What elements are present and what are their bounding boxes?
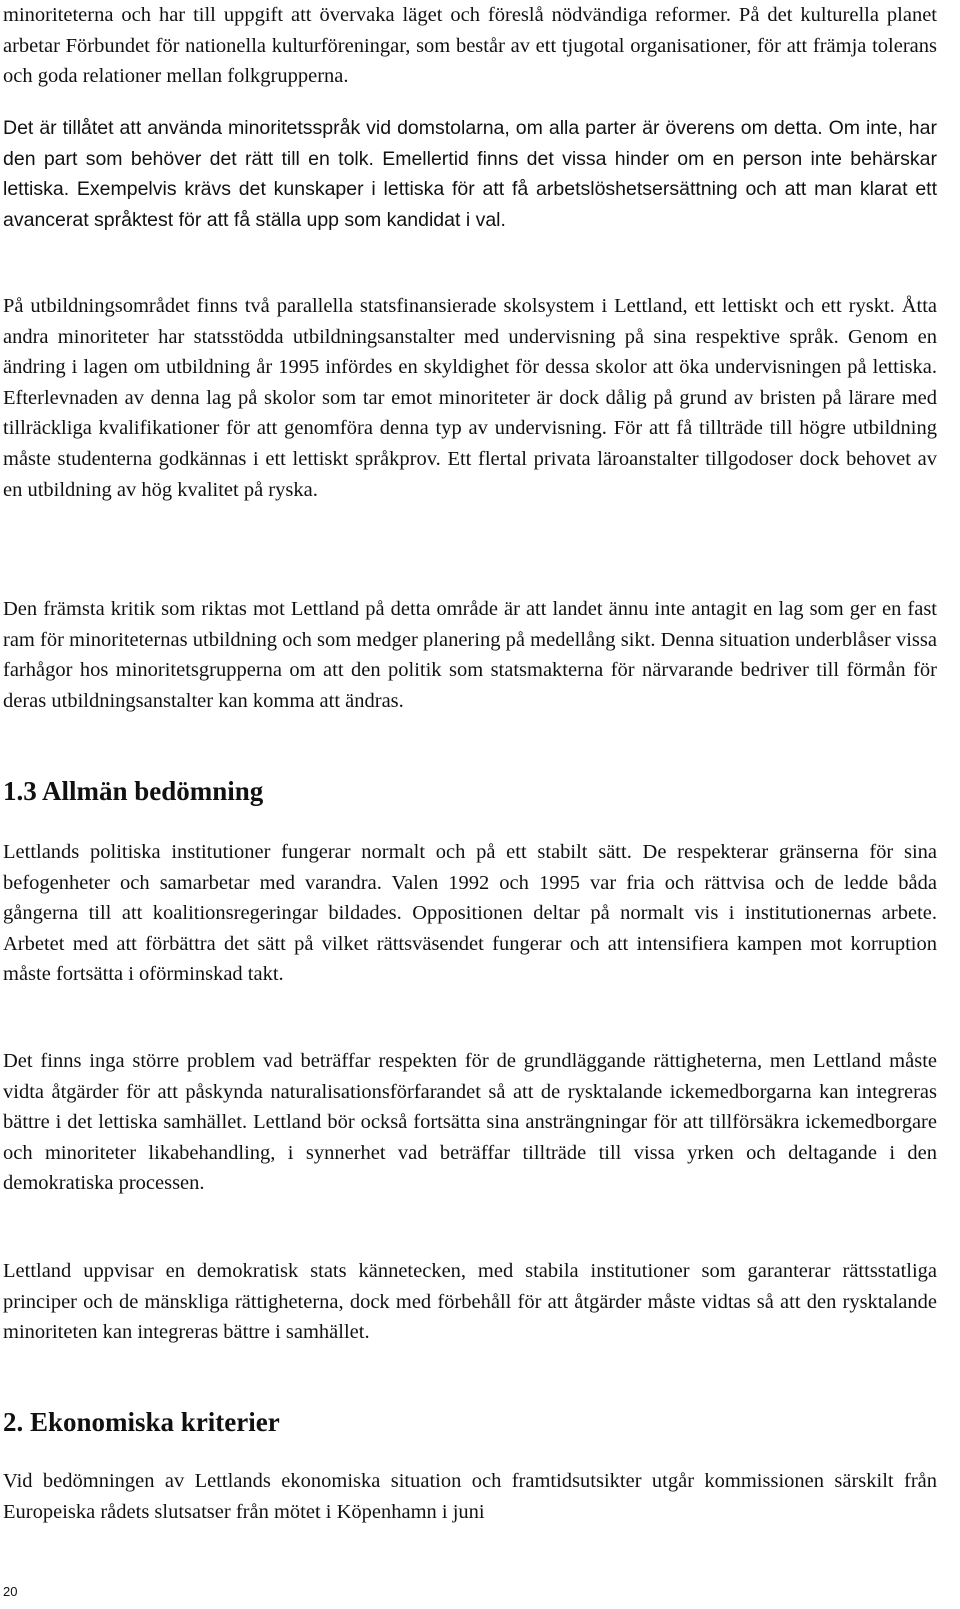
paragraph-fundamental-rights: Det finns inga större problem vad beträffar respekten för de grundläggande rättigheterna, men Lettland måste vidta åtgärder för att påskynda naturalisationsförfarandet så att de rysktalande ickemedborgarna kan integreras bättre i det lettiska samhället. Lettland bör också fortsätta sina ansträngningar för att tillförsäkra ickemedborgare och minoriteter likabehandling, i synnerhet vad beträffar tillträde till vissa yrken och deltagande i den demokratiska processen.: [3, 1050, 937, 1195]
page-number: 20: [3, 1584, 18, 1599]
paragraph-democratic-state: Lettland uppvisar en demokratisk stats kännetecken, med stabila institutioner som garanterar rättsstatliga principer och de mänskliga rättigheterna, dock med förbehåll för att åtgärder måste vidtas så att den rysktalande minoriteten kan integreras bättre i samhället.: [3, 1260, 937, 1344]
paragraph-court-languages: Det är tillåtet att använda minoritetsspråk vid domstolarna, om alla parter är överens om detta. Om inte, har den part som behöver det rätt till en tolk. Emellertid finns det vissa hinder om en person inte behärskar lettiska. Exempelvis krävs det kunskaper i lettiska för att få arbetslöshetsersättning och att man klarat ett avancerat språktest för att få ställa upp som kandidat i val.: [3, 117, 937, 231]
section-heading-economic-criteria: 2. Ekonomiska kriterier: [3, 1407, 280, 1437]
paragraph-education: På utbildningsområdet finns två parallella statsfinansierade skolsystem i Lettland, ett lettiskt och ett ryskt. Åtta andra minoriteter har statsstödda utbildningsanstalter med undervisning på sina respektive språk. Genom en ändring i lagen om utbildning år 1995 infördes en skyldighet för dessa skolor att öka undervisningen på lettiska. Efterlevnaden av denna lag på skolor som tar emot minoriteter är dock dålig på grund av bristen på lärare med tillräckliga kvalifikationer för att genomföra denna typ av undervisning. För att få tillträde till högre utbildning måste studenterna godkännas i ett lettiskt språkprov. Ett flertal privata läroanstalter tillgodoser dock behovet av en utbildning av hög kvalitet på ryska.: [3, 295, 937, 501]
paragraph-economic-assessment: Vid bedömningen av Lettlands ekonomiska situation och framtidsutsikter utgår kommissionen särskilt från Europeiska rådets slutsatser från mötet i Köpenhamn i juni: [3, 1470, 937, 1523]
paragraph-minority-monitoring: minoriteterna och har till uppgift att övervaka läget och föreslå nödvändiga reformer. På det kulturella planet arbetar Förbundet för nationella kulturföreningar, som består av ett tjugotal organisationer, för att främja tolerans och goda relationer mellan folkgrupperna.: [3, 4, 937, 88]
paragraph-political-institutions: Lettlands politiska institutioner fungerar normalt och på ett stabilt sätt. De respekterar gränserna för sina befogenheter och samarbetar med varandra. Valen 1992 och 1995 var fria och rättvisa och de ledde båda gångerna till att koalitionsregeringar bildades. Oppositionen deltar på normalt vis i institutionernas arbete. Arbetet med att förbättra det sätt på vilket rättsväsendet fungerar och att intensifiera kampen mot korruption måste fortsätta i oförminskad takt.: [3, 841, 937, 986]
paragraph-criticism: Den främsta kritik som riktas mot Lettland på detta område är att landet ännu inte antagit en lag som ger en fast ram för minoriteternas utbildning och som medger planering på medellång sikt. Denna situation underblåser vissa farhågor hos minoritetsgrupperna om att den politik som statsmakterna för närvarande bedriver till förmån för deras utbildningsanstalter kan komma att ändras.: [3, 598, 937, 712]
section-heading-general-assessment: 1.3 Allmän bedömning: [3, 776, 264, 806]
